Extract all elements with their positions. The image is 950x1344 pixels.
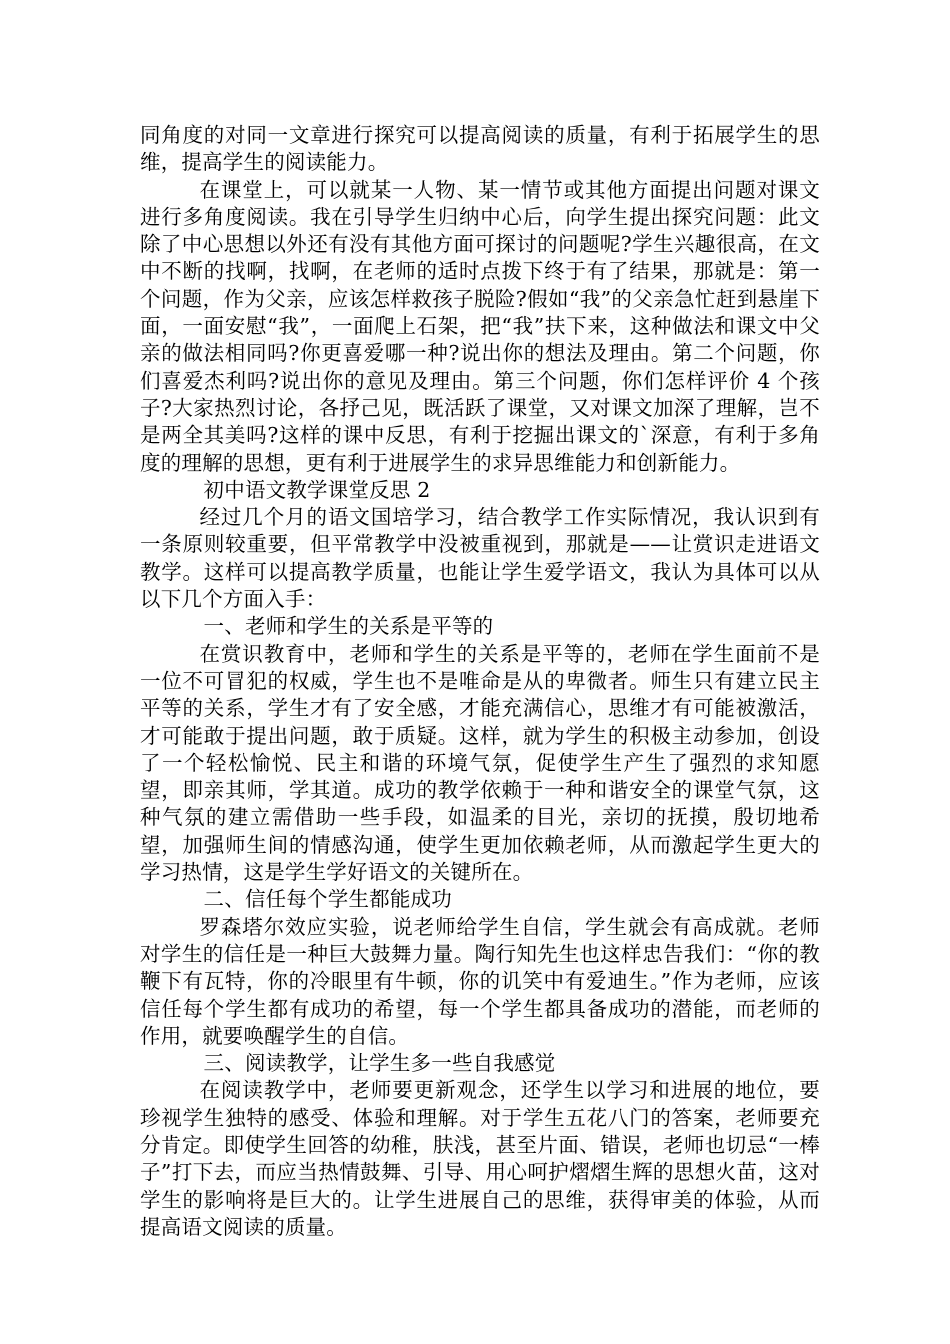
- paragraph-continuation: 同角度的对同一文章进行探究可以提高阅读的质量，有利于拓展学生的思维，提高学生的阅读能力。: [140, 123, 820, 175]
- section-title: 初中语文教学课堂反思 2: [203, 477, 431, 502]
- paragraph-reading: 在阅读教学中，老师要更新观念，还学生以学习和进展的地位，要珍视学生独特的感受、体验和理解。对于学生五花八门的答案，老师要充分肯定。即使学生回答的幼稚，肤浅，甚至片面、错误，老师也切忌“一棒子”打下去，而应当热情鼓舞、引导、用心呵护熠熠生辉的思想火苗，这对学生的影响将是巨大的。让学生进展自己的思维，获得审美的体验，从而提高语文阅读的质量。: [140, 1078, 820, 1239]
- paragraph-classroom-inquiry: 在课堂上，可以就某一人物、某一情节或其他方面提出问题对课文进行多角度阅读。我在引导学生归纳中心后，向学生提出探究问题：此文除了中心思想以外还有没有其他方面可探讨的问题呢?学生兴趣很高，在文中不断的找啊，找啊，在老师的适时点拨下终于有了结果，那就是：第一个问题，作为父亲，应该怎样救孩子脱险?假如“我”的父亲急忙赶到悬崖下面，一面安慰“我”，一面爬上石架，把“我”扶下来，这种做法和课文中父亲的做法相同吗?你更喜爱哪一种?说出你的想法及理由。第二个问题，你们喜爱杰利吗?说出你的意见及理由。第三个问题，你们怎样评价 4 个孩子?大家热烈讨论，各抒己见，既活跃了课堂，又对课文加深了理解，岂不是两全其美吗?这样的课中反思，有利于挖掘出课文的`深意，有利于多角度的理解的思想，更有利于进展学生的求异思维能力和创新能力。: [140, 177, 820, 475]
- subheading-3: 三、阅读教学，让学生多一些自我感觉: [203, 1051, 556, 1076]
- subheading-2: 二、信任每个学生都能成功: [203, 887, 452, 912]
- paragraph-equality: 在赏识教育中，老师和学生的关系是平等的，老师在学生面前不是一位不可冒犯的权威，学生也不是唯命是从的卑微者。师生只有建立民主平等的关系，学生才有了安全感，才能充满信心，思维才有可能被激活，才可能敢于提出问题，敢于质疑。这样，就为学生的积极主动参加，创设了一个轻松愉悦、民主和谐的环境气氛，促使学生产生了强烈的求知愿望，即亲其师，学其道。成功的教学依赖于一种和谐安全的课堂气氛，这种气氛的建立需借助一些手段，如温柔的目光，亲切的抚摸，殷切地希望，加强师生间的情感沟通，使学生更加依赖老师，从而激起学生更大的学习热情，这是学生学好语文的关键所在。: [140, 641, 820, 885]
- paragraph-trust: 罗森塔尔效应实验，说老师给学生自信，学生就会有高成就。老师对学生的信任是一种巨大鼓舞力量。陶行知先生也这样忠告我们：“你的教鞭下有瓦特，你的冷眼里有牛顿，你的讥笑中有爱迪生。”作为老师，应该信任每个学生都有成功的希望，每一个学生都具备成功的潜能，而老师的作用，就要唤醒学生的自信。: [140, 914, 820, 1048]
- paragraph-intro: 经过几个月的语文国培学习，结合教学工作实际情况，我认识到有一条原则较重要，但平常教学中没被重视到，那就是——让赏识走进语文教学。这样可以提高教学质量，也能让学生爱学语文，我认为具体可以从以下几个方面入手：: [140, 505, 820, 612]
- subheading-1: 一、老师和学生的关系是平等的: [203, 614, 494, 639]
- document-page: [140, 122, 820, 1241]
